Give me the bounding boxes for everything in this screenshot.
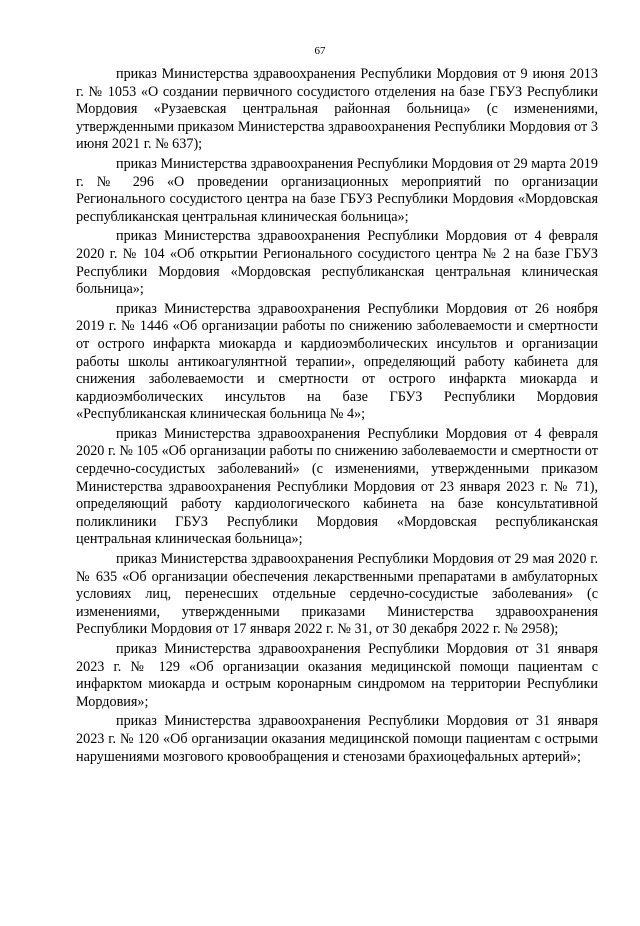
order-paragraph-6: приказ Министерства здравоохранения Республики Мордовия от 29 мая 2020 г. № 635 «Об организации обеспечения лекарственными препаратами в амбулаторных условиях лиц, перенесших отдельные сердечно-сосудистые заболевания» (с изменениями, утвержденными приказами Министерства здравоохранения Республики Мордовия от 17 января 2022 г. № 31, от 30 декабря 2022 г. № 2958); — [76, 551, 598, 638]
order-paragraph-5: приказ Министерства здравоохранения Республики Мордовия от 4 февраля 2020 г. № 105 «Об организации работы по снижению заболеваемости и смертности от сердечно-сосудистых заболеваний» (с изменениями, утвержденными приказом Министерства здравоохранения Республики Мордовия от 23 января 2023 г. № 71), определяющий работу кардиологического кабинета на базе консультативной поликлиники ГБУЗ Республики Мордовия «Мордовская республиканская центральная клиническая больница»; — [76, 425, 598, 548]
order-paragraph-3: приказ Министерства здравоохранения Республики Мордовия от 4 февраля 2020 г. № 104 «Об открытии Регионального сосудистого центра № 2 на базе ГБУЗ Республики Мордовия «Мордовская республиканская центральная клиническая больница»; — [76, 228, 598, 298]
order-paragraph-8: приказ Министерства здравоохранения Республики Мордовия от 31 января 2023 г. № 120 «Об организации оказания медицинской помощи пациентам с острыми нарушениями мозгового кровообращения и стенозами брахиоцефальных артерий»; — [76, 713, 598, 765]
document-body — [76, 66, 598, 768]
order-paragraph-4: приказ Министерства здравоохранения Республики Мордовия от 26 ноября 2019 г. № 1446 «Об организации работы по снижению заболеваемости и смертности от острого инфаркта миокарда и кардиоэмболических инсультов и организации работы школы антикоагулянтной терапии», определяющий работу кабинета для снижения заболеваемости и смертности от острого инфаркта миокарда и кардиоэмболических инсультов на базе ГБУЗ Республики Мордовия «Республиканская клиническая больница № 4»; — [76, 300, 598, 423]
order-paragraph-2: приказ Министерства здравоохранения Республики Мордовия от 29 марта 2019 г. № 296 «О проведении организационных мероприятий по организации Регионального сосудистого центра на базе ГБУЗ Республики Мордовия «Мордовская республиканская центральная клиническая больница»; — [76, 155, 598, 225]
page-number: 67 — [314, 45, 326, 57]
order-paragraph-1: приказ Министерства здравоохранения Республики Мордовия от 9 июня 2013 г. № 1053 «О создании первичного сосудистого отделения на базе ГБУЗ Республики Мордовия «Рузаевская центральная районная больница» (с изменениями, утвержденными приказом Министерства здравоохранения Республики Мордовия от 3 июня 2021 г. № 637); — [76, 66, 598, 153]
order-paragraph-7: приказ Министерства здравоохранения Республики Мордовия от 31 января 2023 г. № 129 «Об организации оказания медицинской помощи пациентам с инфарктом миокарда и острым коронарным синдромом на территории Республики Мордовия»; — [76, 641, 598, 710]
